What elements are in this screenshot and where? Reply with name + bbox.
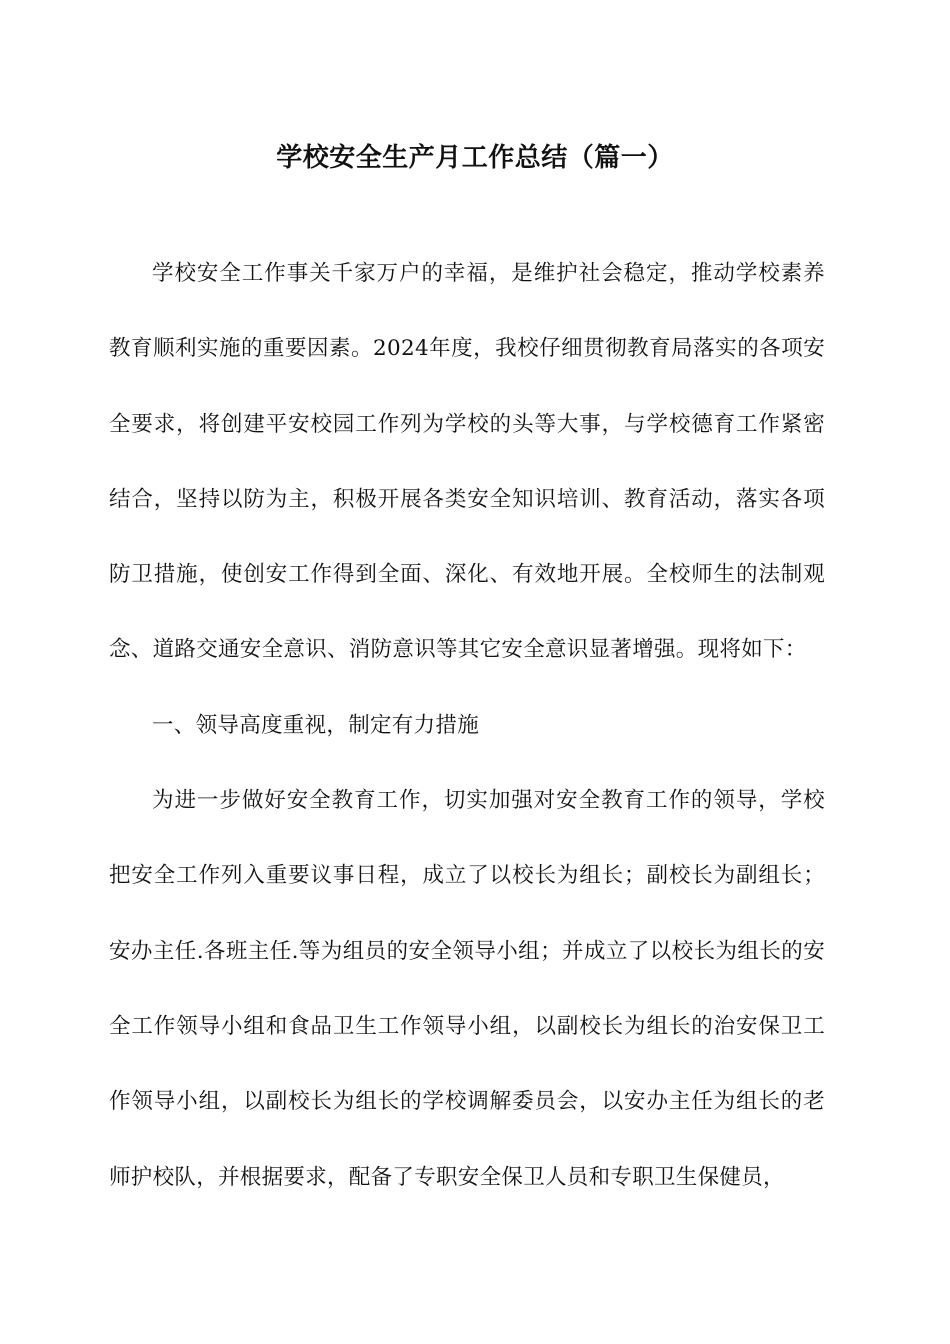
paragraph-section-1: 为进一步做好安全教育工作，切实加强对安全教育工作的领导，学校把安全工作列入重要议事日程，成立了以校长为组长；副校长为副组长；安办主任.各班主任.等为组员的安全领导小组；并成立了以校长为组长的安全工作领导小组和食品卫生工作领导小组，以副校长为组长的治安保卫工作领导小组，以副校长为组长的学校调解委员会，以安办主任为组长的老师护校队，并根据要求，配备了专职安全保卫人员和专职卫生保健员， [109,788,825,1190]
document-title: 学校安全生产月工作总结（篇一） [276,143,674,173]
section-heading-1: 一、领导高度重视，制定有力措施 [152,712,480,738]
paragraph-intro: 学校安全工作事关千家万户的幸福，是维护社会稳定，推动学校素养教育顺利实施的重要因素。2024年度，我校仔细贯彻教育局落实的各项安全要求，将创建平安校园工作列为学校的头等大事，与学校德育工作紧密结合，坚持以防为主，积极开展各类安全知识培训、教育活动，落实各项防卫措施，使创安工作得到全面、深化、有效地开展。全校师生的法制观念、道路交通安全意识、消防意识等其它安全意识显著增强。现将如下： [109,261,825,663]
document-body [109,236,825,1215]
